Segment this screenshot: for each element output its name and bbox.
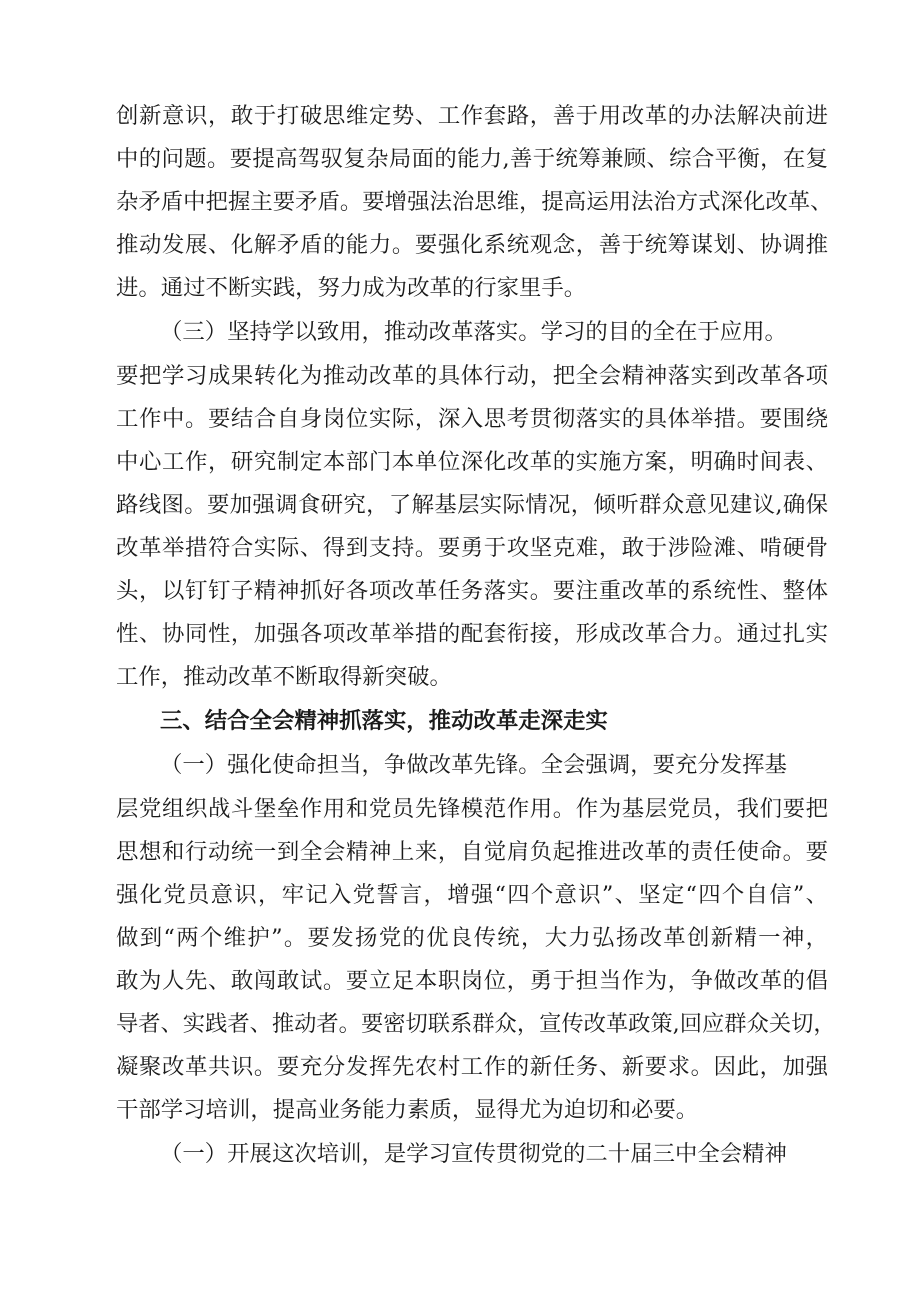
paragraph-start-line: （一）强化使命担当，争做改革先锋。全会强调，要充分发挥基 — [160, 752, 787, 778]
text-line: 路线图。要加强调食研究，了解基层实际情况，倾听群众意见建议,确保 — [116, 492, 828, 518]
text-line: 工作，推动改革不断取得新突破。 — [116, 664, 452, 690]
section-heading: 三、结合全会精神抓落实，推动改革走深走实 — [160, 708, 608, 734]
text-line: 头，以钉钉子精神抓好各项改革任务落实。要注重改革的系统性、整体 — [116, 578, 828, 604]
paragraph-start-line: （三）坚持学以致用，推动改革落实。学习的目的全在于应用。 — [160, 319, 787, 345]
text-line: 工作中。要结合自身岗位实际，深入思考贯彻落实的具体举措。要围绕 — [116, 406, 828, 432]
text-line: 改革举措符合实际、得到支持。要勇于攻坚克难，敢于涉险滩、啃硬骨 — [116, 535, 828, 561]
text-line: 中心工作，研究制定本部门本单位深化改革的实施方案，明确时间表、 — [116, 449, 828, 475]
text-line: 思想和行动统一到全会精神上来，自觉肩负起推进改革的责任使命。要 — [116, 839, 828, 865]
text-line: 强化党员意识，牢记入党誓言，增强“四个意识”、坚定“四个自信”、 — [116, 882, 828, 908]
text-line: 性、协同性，加强各项改革举措的配套衔接，形成改革合力。通过扎实 — [116, 621, 828, 647]
text-line: 要把学习成果转化为推动改革的具体行动，把全会精神落实到改革各项 — [116, 363, 828, 389]
text-line: 敢为人先、敢闯敢试。要立足本职岗位，勇于担当作为，争做改革的倡 — [116, 968, 828, 994]
text-line: 干部学习培训，提高业务能力素质，显得尤为迫切和必要。 — [116, 1097, 699, 1123]
text-line: 层党组织战斗堡垒作用和党员先锋模范作用。作为基层党员，我们要把 — [116, 796, 828, 822]
text-line: 中的问题。要提高驾驭复杂局面的能力,善于统筹兼顾、综合平衡，在复 — [116, 146, 828, 172]
text-line: 凝聚改革共识。要充分发挥先农村工作的新任务、新要求。因此，加强 — [116, 1054, 828, 1080]
text-line: 进。通过不断实践，努力成为改革的行家里手。 — [116, 275, 587, 301]
text-line: 创新意识，敢于打破思维定势、工作套路，善于用改革的办法解决前进 — [116, 103, 828, 129]
text-line: 杂矛盾中把握主要矛盾。要增强法治思维，提高运用法治方式深化改革、 — [116, 189, 833, 215]
text-line: 推动发展、化解矛盾的能力。要强化系统观念，善于统筹谋划、协调推 — [116, 232, 828, 258]
text-line: 做到“两个维护”。要发扬党的优良传统，大力弘扬改革创新精一神， — [116, 925, 828, 951]
paragraph-start-line: （一）开展这次培训，是学习宣传贯彻党的二十届三中全会精神 — [160, 1141, 787, 1167]
text-line: 导者、实践者、推动者。要密切联系群众，宣传改革政策,回应群众关切， — [116, 1011, 836, 1037]
